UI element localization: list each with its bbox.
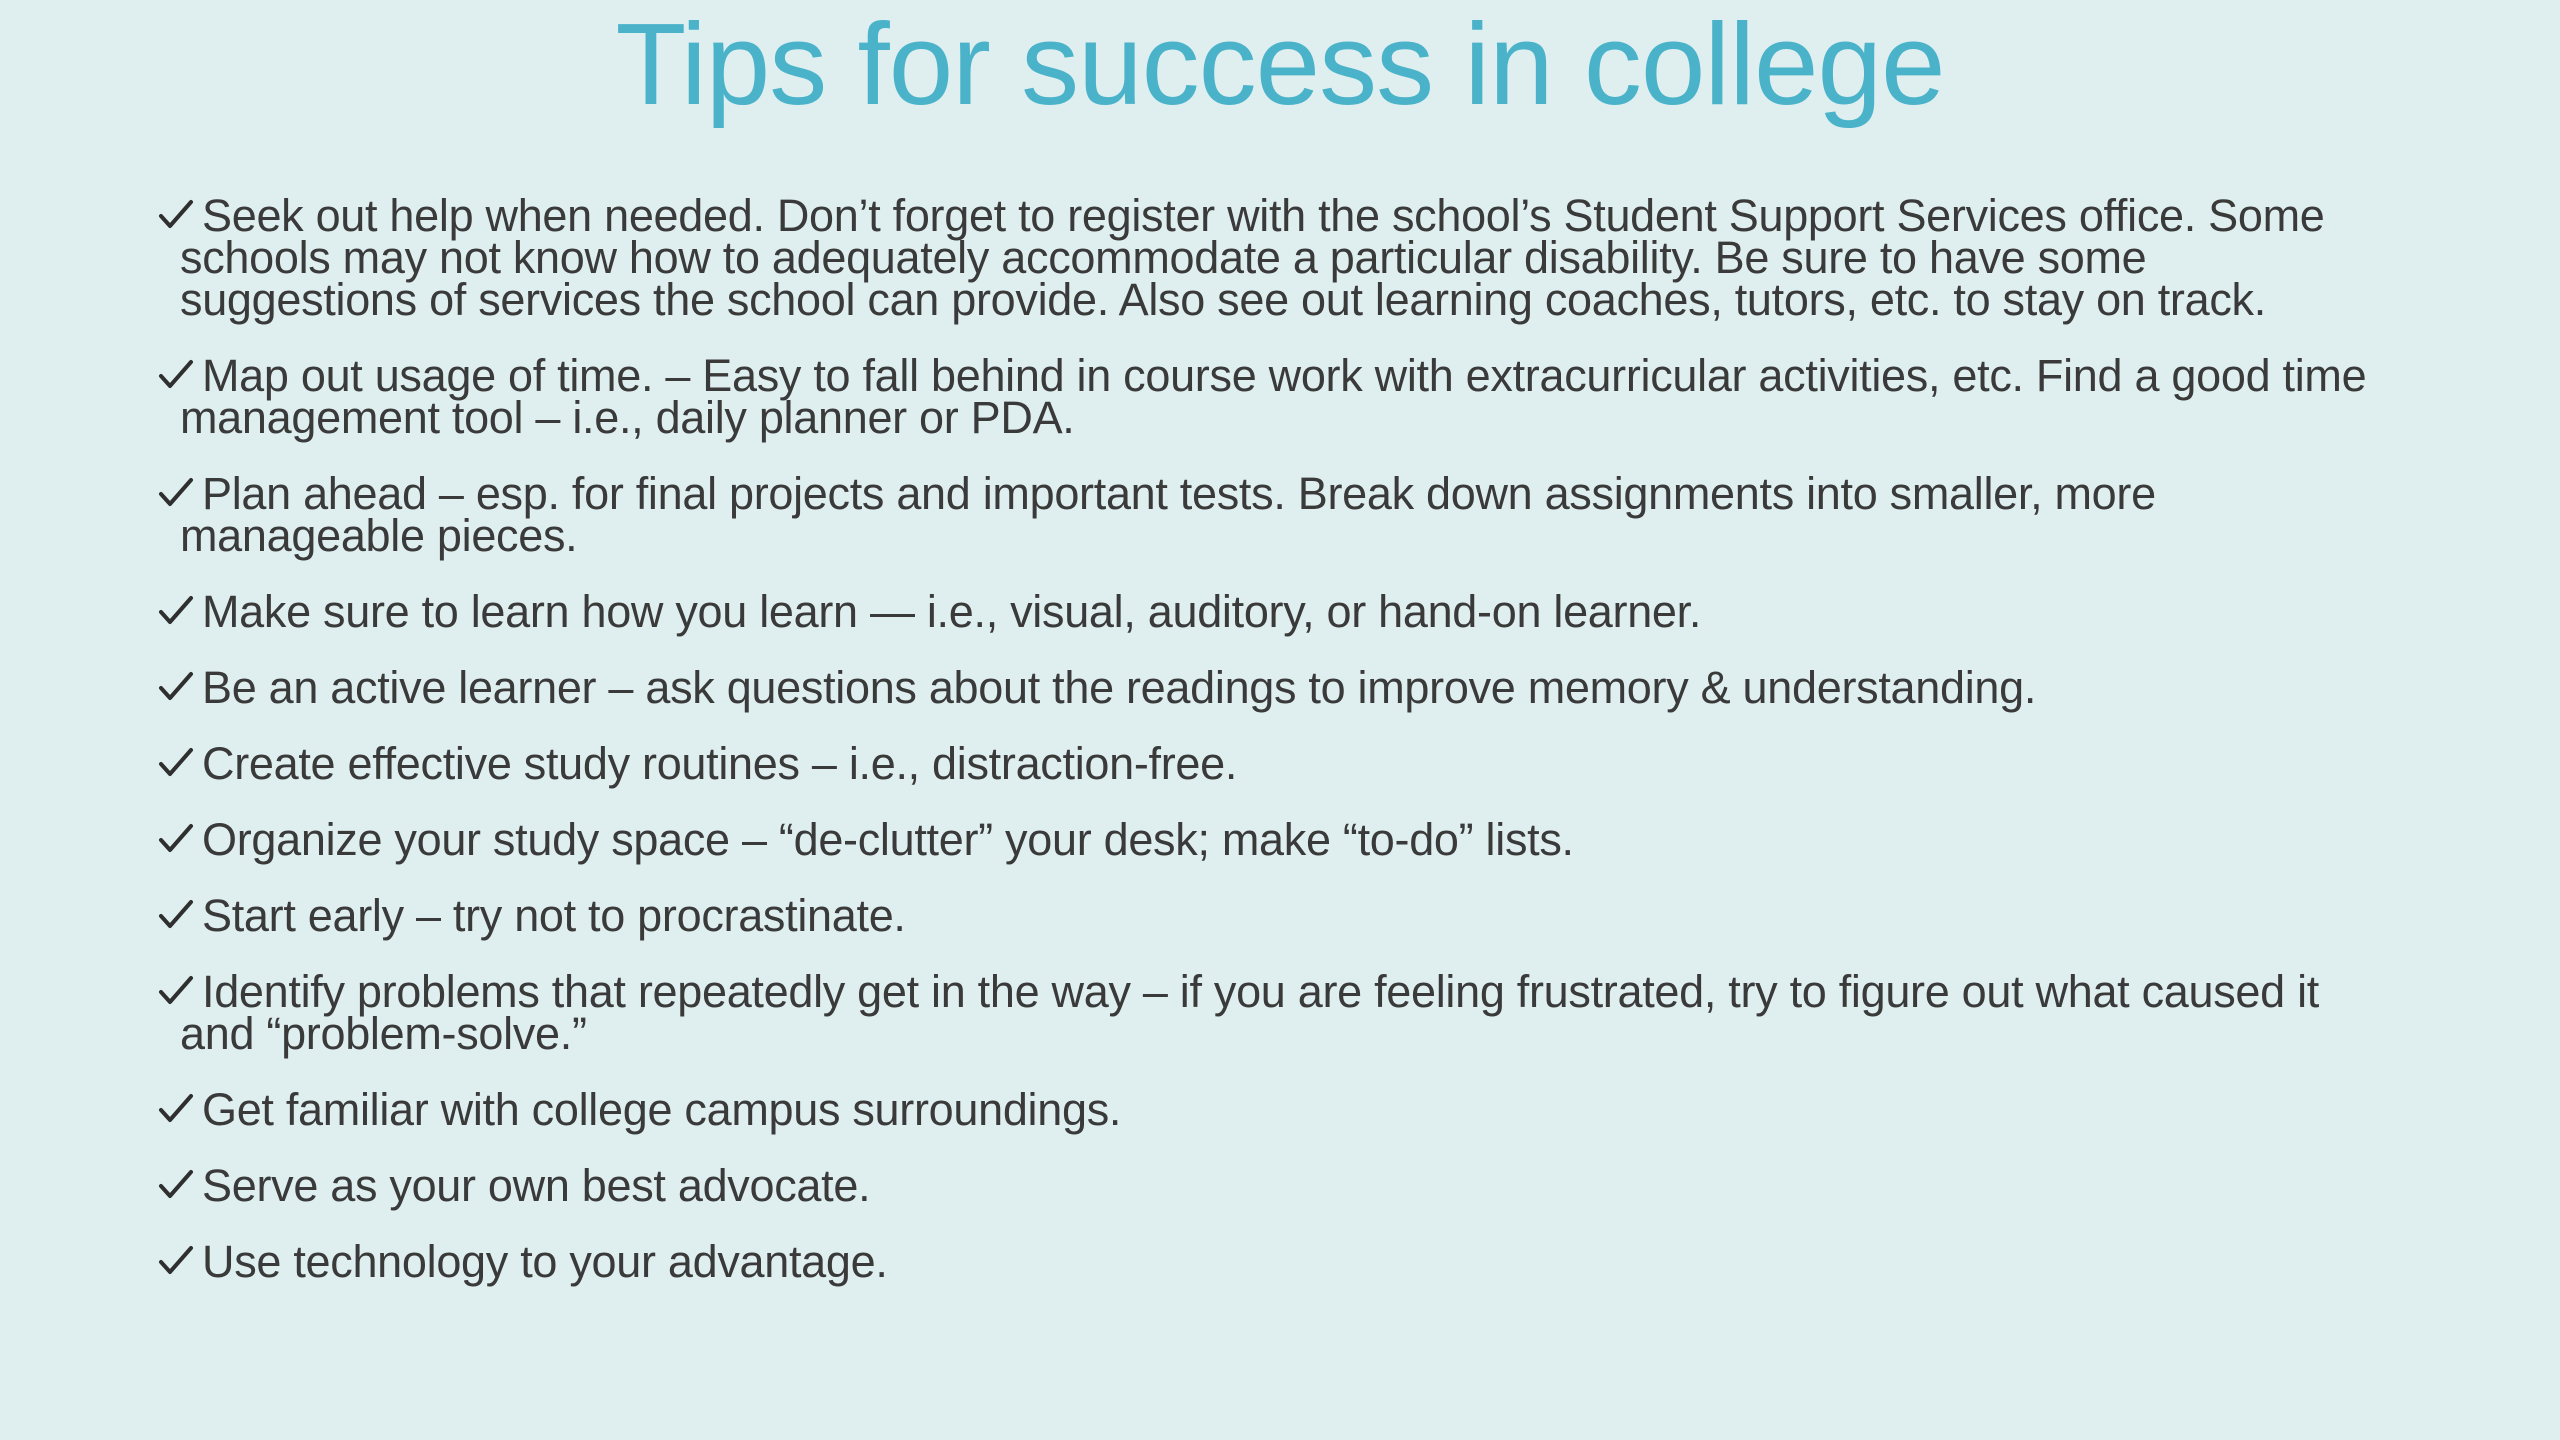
check-mark-icon <box>158 199 194 231</box>
tip-text: Start early – try not to procrastinate. <box>202 890 906 941</box>
check-mark-icon <box>158 899 194 931</box>
tip-item <box>160 738 2390 789</box>
tip-item <box>160 468 2390 561</box>
check-mark-icon <box>158 1245 194 1277</box>
tip-item <box>160 662 2390 713</box>
check-mark-icon <box>158 1093 194 1125</box>
tip-text: Seek out help when needed. Don’t forget to register with the school’s Student Support Services office. Some schools may not know how to adequately accommodate a particular disability. Be sure to have some suggestions of services the school can provide. Also see out learning coaches, tutors, etc. to stay on track. <box>180 190 2325 325</box>
tip-text: Identify problems that repeatedly get in the way – if you are feeling frustrated, try to figure out what caused it and “problem-solve.” <box>180 966 2319 1059</box>
check-mark-icon <box>158 747 194 779</box>
tip-item <box>160 1084 2390 1135</box>
tip-text: Be an active learner – ask questions about the readings to improve memory & understanding. <box>202 662 2037 713</box>
check-mark-icon <box>158 477 194 509</box>
tip-item <box>160 586 2390 637</box>
tip-text: Create effective study routines – i.e., distraction-free. <box>202 738 1238 789</box>
check-mark-icon <box>158 1169 194 1201</box>
tip-item <box>160 966 2390 1059</box>
tip-text: Organize your study space – “de-clutter” your desk; make “to-do” lists. <box>202 814 1574 865</box>
tip-text: Serve as your own best advocate. <box>202 1160 871 1211</box>
tip-text: Map out usage of time. – Easy to fall behind in course work with extracurricular activities, etc. Find a good time management tool – i.e., daily planner or PDA. <box>180 350 2367 443</box>
slide-title: Tips for success in college <box>615 0 1945 129</box>
tip-item <box>160 1160 2390 1211</box>
tips-list <box>160 190 2390 1317</box>
check-mark-icon <box>158 359 194 391</box>
check-mark-icon <box>158 671 194 703</box>
check-mark-icon <box>158 595 194 627</box>
tip-text: Plan ahead – esp. for final projects and important tests. Break down assignments into smaller, more manageable pieces. <box>180 468 2156 561</box>
tip-item <box>160 814 2390 865</box>
tip-text: Make sure to learn how you learn — i.e., visual, auditory, or hand-on learner. <box>202 586 1702 637</box>
tip-item <box>160 1236 2390 1287</box>
tip-item <box>160 350 2390 443</box>
tip-item <box>160 190 2390 325</box>
check-mark-icon <box>158 823 194 855</box>
tip-text: Use technology to your advantage. <box>202 1236 888 1287</box>
check-mark-icon <box>158 975 194 1007</box>
tip-item <box>160 890 2390 941</box>
tip-text: Get familiar with college campus surroundings. <box>202 1084 1122 1135</box>
